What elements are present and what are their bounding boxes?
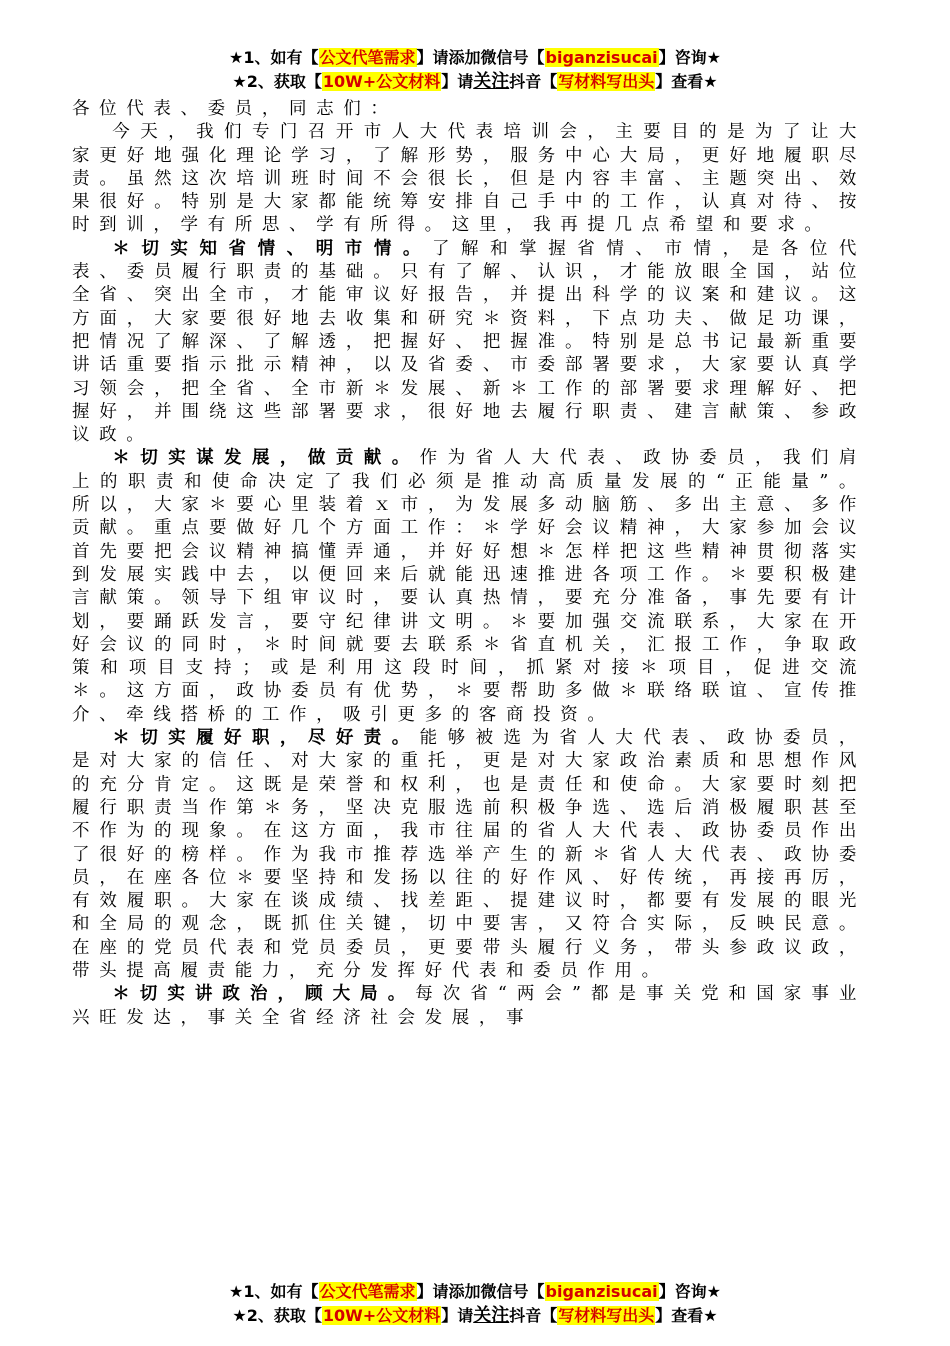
section-paragraph <box>72 727 866 983</box>
section-heading: ＊切实履好职，尽好责。 <box>112 728 420 749</box>
document-body <box>72 98 866 1030</box>
banner-text: 】请添加微信号【 <box>416 48 545 67</box>
section-text: 每次省“两会”都是事关党和国家事业兴旺发达，事关全省经济社会发展，事 <box>72 984 866 1028</box>
banner-text: 】查看★ <box>655 72 718 91</box>
banner-text: ★2、获取【 <box>232 72 322 91</box>
banner-text: ★1、如有【 <box>229 48 319 67</box>
banner-highlight-douyin: 写材料写出头 <box>558 1306 655 1325</box>
banner-highlight-wechat: biganzisucai <box>545 48 658 67</box>
top-banner <box>0 46 950 94</box>
banner-highlight: 公文代笔需求 <box>319 1282 416 1301</box>
banner-highlight: 公文代笔需求 <box>319 48 416 67</box>
section-text: 了解和掌握省情、市情，是各位代表、委员履行职责的基础。只有了解、认识，才能放眼全国，站位全省、突出全市，才能审议好报告，并提出科学的议案和建议。这方面，大家要很好地去收集和研究＊资料，下点功夫、做足功课，把情况了解深、了解透，把握好、把握准。特别是总书记最新重要讲话重要指示批示精神，以及省委、市委部署要求，大家要认真学习领会，把全省、全市新＊发展、新＊工作的部署要求理解好、把握好，并围绕这些部署要求，很好地去履行职责、建言献策、参政议政。 <box>72 238 867 446</box>
section-paragraph <box>72 447 866 727</box>
banner-text: 】请添加微信号【 <box>416 1282 545 1301</box>
banner-text: ★2、获取【 <box>232 1306 322 1325</box>
banner-text: 】请 <box>441 72 474 91</box>
banner-line-2 <box>0 70 950 94</box>
banner-text: 】咨询★ <box>658 1282 721 1301</box>
banner-highlight-wechat: biganzisucai <box>545 1282 658 1301</box>
banner-highlight: 10W+公文材料 <box>322 1306 441 1325</box>
banner-text: 】咨询★ <box>658 48 721 67</box>
salutation: 各位代表、委员，同志们： <box>72 99 398 119</box>
banner-highlight: 10W+公文材料 <box>322 72 441 91</box>
banner-text: ★1、如有【 <box>229 1282 319 1301</box>
section-heading: ＊切实讲政治，顾大局。 <box>112 984 416 1005</box>
banner-text: 】查看★ <box>655 1306 718 1325</box>
section-paragraph <box>72 238 866 448</box>
section-heading: ＊切实谋发展，做贡献。 <box>112 448 420 469</box>
banner-line-2 <box>0 1304 950 1328</box>
banner-underlined: 关注 <box>473 71 510 92</box>
banner-underlined: 关注 <box>473 1305 510 1326</box>
section-paragraph <box>72 983 866 1030</box>
bottom-banner <box>0 1280 950 1328</box>
banner-text: 抖音【 <box>509 72 558 91</box>
section-heading: ＊切实知省情、明市情。 <box>112 238 432 259</box>
banner-line-1 <box>0 46 950 70</box>
intro-paragraph: 今天，我们专门召开市人大代表培训会，主要目的是为了让大家更好地强化理论学习，了解形势，服务中心大局，更好地履职尽责。虽然这次培训班时间不会很长，但是内容丰富、主题突出、效果很好。特别是大家都能统筹安排自己手中的工作，认真对待、按时到训，学有所思、学有所得。这里，我再提几点希望和要求。 <box>72 122 866 236</box>
banner-line-1 <box>0 1280 950 1304</box>
banner-text: 抖音【 <box>509 1306 558 1325</box>
section-text: 能够被选为省人大代表、政协委员，是对大家的信任、对大家的重托，更是对大家政治素质和思想作风的充分肯定。这既是荣誉和权利，也是责任和使命。大家要时刻把履行职责当作第＊务，坚决克服选前积极争选、选后消极履职甚至不作为的现象。在这方面，我市往届的省人大代表、政协委员作出了很好的榜样。作为我市推荐选举产生的新＊省人大代表、政协委员，在座各位＊要坚持和发扬以往的好作风、好传统，再接再厉，有效履职。大家在谈成绩、找差距、提建议时，都要有发展的眼光和全局的观念，既抓住关键，切中要害，又符合实际，反映民意。在座的党员代表和党员委员，更要带头履行义务，带头参政议政，带头提高履责能力，充分发挥好代表和委员作用。 <box>72 728 867 981</box>
section-text: 作为省人大代表、政协委员，我们肩上的职责和使命决定了我们必须是推动高质量发展的“正能量”。所以，大家＊要心里装着ｘ市，为发展多动脑筋、多出主意、多作贡献。重点要做好几个方面工作：＊学好会议精神，大家参加会议首先要把会议精神搞懂弄通，并好好想＊怎样把这些精神贯彻落实到发展实践中去，以便回来后就能迅速推进各项工作。＊要积极建言献策。领导下组审议时，要认真热情，要充分准备，事先要有计划，要踊跃发言，要守纪律讲文明。＊要加强交流联系，大家在开好会议的同时，＊时间就要去联系＊省直机关，汇报工作，争取政策和项目支持；或是利用这段时间，抓紧对接＊项目，促进交流＊。这方面，政协委员有优势，＊要帮助多做＊联络联谊、宣传推介、牵线搭桥的工作，吸引更多的客商投资。 <box>72 448 867 725</box>
banner-highlight-douyin: 写材料写出头 <box>558 72 655 91</box>
banner-text: 】请 <box>441 1306 474 1325</box>
